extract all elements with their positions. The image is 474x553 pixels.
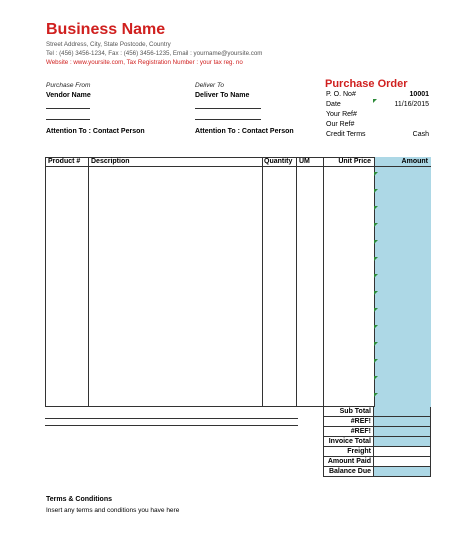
- terms-title: Terms & Conditions: [46, 496, 112, 503]
- comment-marker-icon: [374, 223, 378, 227]
- vendor-attention[interactable]: Attention To : Contact Person: [46, 128, 145, 135]
- comment-marker-icon: [374, 342, 378, 346]
- notes-line-1[interactable]: [45, 418, 298, 419]
- po-date-value[interactable]: 11/16/2015: [394, 101, 429, 108]
- credit-terms-label: Credit Terms: [326, 131, 366, 138]
- comment-marker-icon: [374, 240, 378, 244]
- header-um: UM: [299, 158, 310, 165]
- business-address: Street Address, City, State Postcode, Country: [46, 41, 171, 48]
- comment-marker-icon: [374, 359, 378, 363]
- comment-marker-icon: [373, 99, 377, 103]
- ref-label-1: #REF!: [323, 417, 374, 427]
- our-ref-label: Our Ref#: [326, 121, 355, 128]
- deliver-attention[interactable]: Attention To : Contact Person: [195, 128, 294, 135]
- ref-value-1[interactable]: [374, 417, 431, 427]
- your-ref-label: Your Ref#: [326, 111, 357, 118]
- vendor-name[interactable]: Vendor Name: [46, 92, 91, 99]
- comment-marker-icon: [374, 291, 378, 295]
- amount-paid-label: Amount Paid: [323, 457, 374, 467]
- col-sep-3: [296, 157, 297, 407]
- credit-terms-value[interactable]: Cash: [412, 131, 429, 138]
- col-sep-4: [323, 157, 324, 407]
- freight-value[interactable]: [374, 447, 431, 457]
- deliver-to-label: Deliver To: [195, 82, 225, 89]
- po-number-label: P. O. No#: [326, 91, 356, 98]
- balance-due-value[interactable]: [374, 467, 431, 477]
- amount-column[interactable]: [374, 157, 431, 407]
- comment-marker-icon: [374, 257, 378, 261]
- invoice-total-label: Invoice Total: [323, 437, 374, 447]
- invoice-total-value[interactable]: [374, 437, 431, 447]
- po-date-label: Date: [326, 101, 341, 108]
- amount-paid-value[interactable]: [374, 457, 431, 467]
- header-product: Product #: [48, 158, 81, 165]
- balance-due-label: Balance Due: [323, 467, 374, 477]
- col-sep-1: [88, 157, 89, 407]
- comment-marker-icon: [374, 206, 378, 210]
- comment-marker-icon: [374, 325, 378, 329]
- business-name: Business Name: [46, 21, 166, 38]
- freight-label: Freight: [323, 447, 374, 457]
- comment-marker-icon: [374, 393, 378, 397]
- subtotal-label: Sub Total: [323, 407, 374, 417]
- comment-marker-icon: [374, 376, 378, 380]
- header-quantity: Quantity: [264, 158, 293, 165]
- comment-marker-icon: [374, 189, 378, 193]
- header-unit-price: Unit Price: [338, 158, 371, 165]
- col-sep-2: [262, 157, 263, 407]
- deliver-to-name[interactable]: Deliver To Name: [195, 92, 250, 99]
- subtotal-value[interactable]: [374, 407, 431, 417]
- ref-label-2: #REF!: [323, 427, 374, 437]
- comment-marker-icon: [374, 274, 378, 278]
- comment-marker-icon: [374, 172, 378, 176]
- table-header-separator: [45, 166, 431, 167]
- terms-text[interactable]: Insert any terms and conditions you have here: [46, 507, 180, 514]
- header-amount: Amount: [401, 158, 428, 165]
- vendor-address-line-1[interactable]: [46, 108, 90, 109]
- purchase-order-title: Purchase Order: [325, 78, 408, 90]
- notes-line-2[interactable]: [45, 425, 298, 426]
- comment-marker-icon: [374, 308, 378, 312]
- purchase-from-label: Purchase From: [46, 82, 91, 89]
- business-contact: Tel : (456) 3456-1234, Fax : (456) 3456-1235, Email : yourname@yoursite.com: [46, 50, 263, 57]
- header-description: Description: [91, 158, 130, 165]
- ref-value-2[interactable]: [374, 427, 431, 437]
- deliver-address-line-1[interactable]: [195, 108, 261, 109]
- deliver-address-line-2[interactable]: [195, 119, 261, 120]
- business-website: Website : www.yoursite.com, Tax Registration Number : your tax reg. no: [46, 59, 243, 66]
- po-number-value[interactable]: 10001: [409, 91, 429, 98]
- vendor-address-line-2[interactable]: [46, 119, 90, 120]
